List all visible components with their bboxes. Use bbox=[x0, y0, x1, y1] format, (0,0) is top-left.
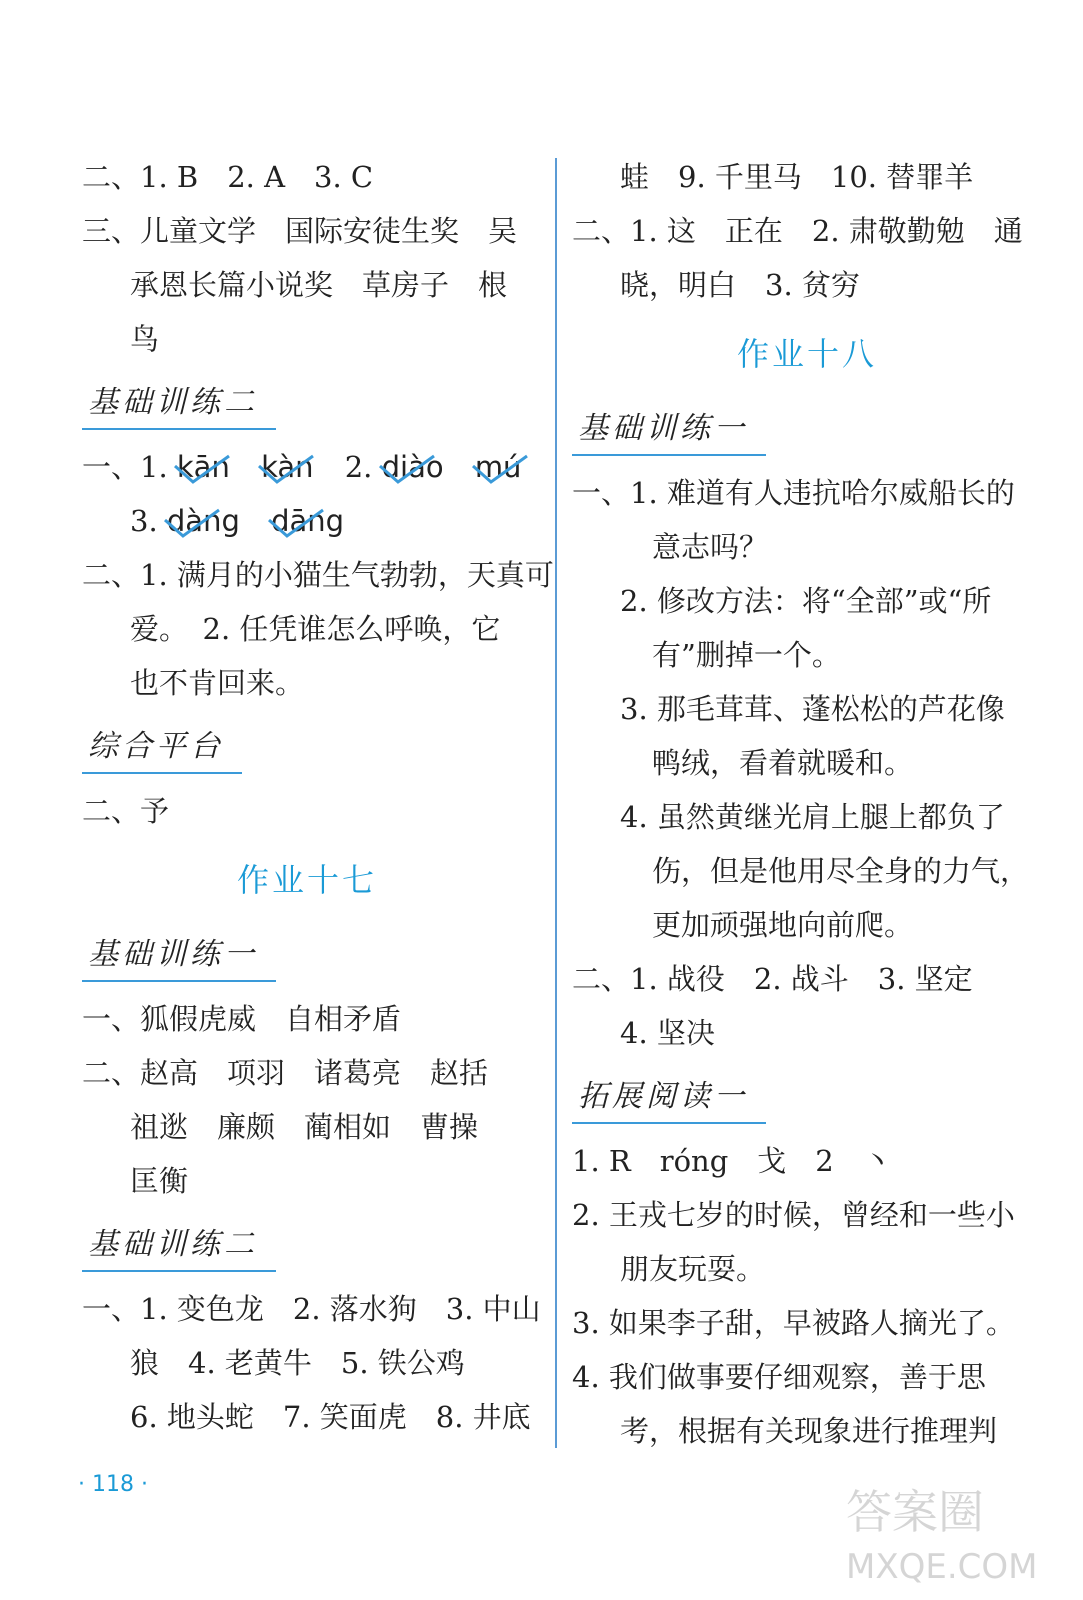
page-number: · 118 · bbox=[78, 1472, 148, 1497]
answer-line: 祖逖 廉颇 蔺相如 曹操 bbox=[130, 1110, 479, 1144]
answer-line: 伤，但是他用尽全身的力气， bbox=[652, 854, 1030, 888]
left-column bbox=[82, 150, 554, 1444]
right-column bbox=[572, 150, 1042, 1458]
answer-line: 4. 坚决 bbox=[620, 1016, 715, 1050]
column-divider bbox=[555, 158, 557, 1448]
check-mark-icon bbox=[471, 450, 531, 490]
pinyin-prefix: 一、1. bbox=[82, 450, 168, 484]
section-title: 基础训练一 bbox=[82, 932, 276, 982]
answer-line: 2. 王戎七岁的时候，曾经和一些小 bbox=[572, 1198, 1015, 1232]
pinyin-line-2 bbox=[82, 494, 532, 548]
answer-line: 朋友玩耍。 bbox=[620, 1252, 766, 1286]
check-mark-icon bbox=[267, 504, 327, 544]
answer-line: 4. 虽然黄继光肩上腿上都负了 bbox=[620, 800, 1005, 834]
answer-line: 考，根据有关现象进行推理判 bbox=[620, 1414, 998, 1448]
answer-line: 4. 我们做事要仔细观察，善于思 bbox=[572, 1360, 986, 1394]
answer-line: 二、1. 战役 2. 战斗 3. 坚定 bbox=[572, 962, 973, 996]
pinyin-answer: kān bbox=[177, 440, 230, 494]
pinyin-answer: diào bbox=[382, 440, 444, 494]
answer-line: 一、1. 难道有人违抗哈尔威船长的 bbox=[572, 476, 1015, 510]
check-mark-icon bbox=[378, 450, 438, 490]
answer-line: 3. 如果李子甜，早被路人摘光了。 bbox=[572, 1306, 1015, 1340]
answer-line: 蛙 9. 千里马 10. 替罪羊 bbox=[620, 160, 974, 194]
answer-line: 鸭绒，看着就暖和。 bbox=[652, 746, 914, 780]
answer-line: 爱。 2. 任凭谁怎么呼唤，它 bbox=[130, 612, 501, 646]
pinyin-answer: kàn bbox=[261, 440, 313, 494]
watermark-url: MXQE.COM bbox=[846, 1547, 1038, 1587]
answer-line: 也不肯回来。 bbox=[130, 666, 305, 700]
answer-line: 6. 地头蛇 7. 笑面虎 8. 井底 bbox=[130, 1400, 531, 1434]
section-title: 综合平台 bbox=[82, 724, 242, 774]
pinyin-answer: dàng bbox=[167, 494, 240, 548]
answer-line: 承恩长篇小说奖 草房子 根 bbox=[130, 268, 508, 302]
watermark-text: 答案圈 bbox=[846, 1485, 984, 1539]
pinyin-answer: mú bbox=[475, 440, 522, 494]
answer-line: 一、1. 变色龙 2. 落水狗 3. 中山 bbox=[82, 1292, 541, 1326]
answer-line: 匡衡 bbox=[130, 1164, 189, 1198]
answer-line: 三、儿童文学 国际安徒生奖 吴 bbox=[82, 214, 518, 248]
pinyin-mid: 2. bbox=[344, 450, 373, 484]
answer-line: 二、赵高 项羽 诸葛亮 赵括 bbox=[82, 1056, 489, 1090]
answer-line: 3. 那毛茸茸、蓬松松的芦花像 bbox=[620, 692, 1005, 726]
answer-line: 二、1. 满月的小猫生气勃勃，天真可 bbox=[82, 558, 554, 592]
assignment-heading: 作业十八 bbox=[736, 335, 877, 373]
answer-line: 鸟 bbox=[130, 322, 160, 356]
section-title: 拓展阅读一 bbox=[572, 1074, 766, 1124]
section-title: 基础训练二 bbox=[82, 1222, 276, 1272]
section-title: 基础训练二 bbox=[82, 380, 276, 430]
check-mark-icon bbox=[163, 504, 223, 544]
answer-line: 二、1. B 2. A 3. C bbox=[82, 160, 374, 194]
answer-line: 狼 4. 老黄牛 5. 铁公鸡 bbox=[130, 1346, 465, 1380]
answer-line: 2. 修改方法：将“全部”或“所 bbox=[620, 584, 992, 618]
assignment-heading: 作业十七 bbox=[236, 861, 377, 899]
answer-line: 有”删掉一个。 bbox=[652, 638, 841, 672]
answer-line: 一、狐假虎威 自相矛盾 bbox=[82, 1002, 402, 1036]
answer-line: 晓，明白 3. 贫穷 bbox=[620, 268, 860, 302]
check-mark-icon bbox=[257, 450, 317, 490]
pinyin-answer: dāng bbox=[271, 494, 344, 548]
section-title: 基础训练一 bbox=[572, 406, 766, 456]
answer-line: 二、1. 这 正在 2. 肃敬勤勉 通 bbox=[572, 214, 1023, 248]
answer-line: 意志吗？ bbox=[652, 530, 769, 564]
answer-line: 1. R róng 戈 2 丶 bbox=[572, 1144, 892, 1178]
watermark-logo bbox=[840, 1478, 1060, 1588]
answer-line: 更加顽强地向前爬。 bbox=[652, 908, 914, 942]
answer-line: 二、予 bbox=[82, 794, 170, 828]
pinyin-prefix: 3. bbox=[130, 504, 158, 538]
check-mark-icon bbox=[173, 450, 233, 490]
pinyin-line-1 bbox=[82, 440, 532, 494]
